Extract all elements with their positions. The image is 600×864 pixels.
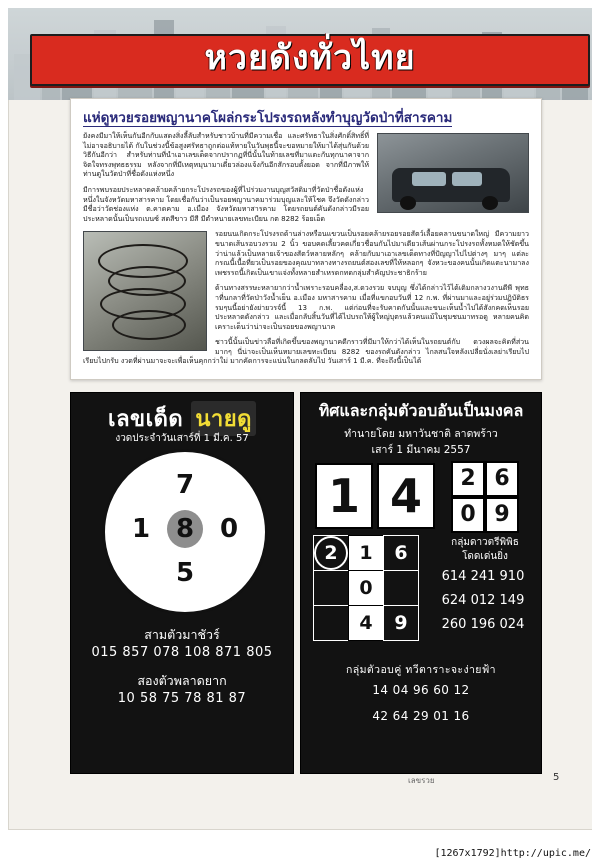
grid-circle-marker-2 [349, 606, 383, 640]
lucky-number-panel [70, 392, 294, 774]
article-body [83, 131, 529, 366]
article-paragraph: ด้านทางสรรษะหลายากว่าน้ำเพราะรอบคลื่อง,ส.ดวงรวย จบบุญ ซึ่งได้กล่าวไว้ได้เติมกลางวงานดีพี พุทธาที่นกลาที่วัดป่าวังน้ำเย็น อ.เมือง มหาสารคาม เมื่อที่แขกอบวันที่ 12 ก.พ. ที่ผ่านมาและอยู่ร่วมปฏิบัติธรรมๆนนี้อย่ายังย่ายวรจ์นี้ 13 ก.พ. แต่ก่อนที่จะรับคาดกันนั้นและขนะเห็นน้ำไปได้สังกคดเห็นรอยประหลาดดังกล่าว และเมื่อกลับสิ้นวันที่ได้ไปบรถให้ผู้ใหญ่บุตรแล้วคนแม้ในชุมชนมาทรอดู หลายคนคิดเคราะเด็นว่าน่าจะเป็นรอยของพญานาค [215, 283, 529, 331]
masthead-title: หวยดังทั่วไทย [204, 38, 416, 78]
article-card [70, 98, 542, 380]
article-photo-car [377, 133, 529, 213]
article-paragraph: ชาวนี้นั้นเป็นข่าวลือที่เกิดขึ้นของพญานาคดีกราวที่มีมาให้กว่าได้เห็นในรถยนต์กับ ดวงผลจะคิดที่ส่วนมากๆ นี่น่าจะเป็นเห็นหมายเลขทะเบียน 8282 ของรถคันดังกล่าว ไกลสนใจหลังเปลี่ยนั่งเลย่าเรียบไปเรียบไปกรับ งวดที่ผ่านมาจะจะเพื่อเห็นคุกกว่าใม่ มากคัดการจะแน่นในกลดลับไป วันเสาร์ 1 มี.ค. ที่จะถึงนี้เป็นได้ [83, 337, 529, 366]
grid-cell-2-2: 9 [383, 605, 419, 641]
footer-page-number: 5 [553, 772, 560, 783]
two-digit-values: 10 58 75 78 81 87 [117, 691, 247, 706]
direction-panel-title: ทิศและกลุ่มตัวอบอันเป็นมงคล [318, 401, 524, 420]
group2-row: 42 64 29 01 16 [372, 709, 470, 723]
lucky-number-bottom: 5 [175, 558, 195, 588]
grid-cell-1-0 [313, 570, 349, 606]
big-number-box-1: 1 [315, 463, 373, 529]
grid-cell-0-0: 2 [313, 535, 349, 571]
number-grid [313, 535, 417, 639]
lucky-number-top: 7 [175, 470, 195, 500]
article-photo-trace [83, 231, 207, 351]
mini-number-box-3: 0 [451, 497, 485, 533]
lucky-circle-grid [105, 452, 265, 612]
grid-cell-2-0 [313, 605, 349, 641]
grid-cell-1-2 [383, 570, 419, 606]
page-footer [8, 772, 592, 794]
big-number-box-2: 4 [377, 463, 435, 529]
three-digit-values: 015 857 078 108 871 805 [91, 645, 273, 660]
two-digit-label: สองตัวพลาดยาก [137, 673, 227, 688]
group2-row: 14 04 96 60 12 [372, 683, 470, 697]
lucky-panel-subtitle: งวดประจำวันเสาร์ที่ 1 มี.ค. 57 [115, 433, 249, 444]
group2-label: กลุ่มตัวอบคู่ ทวีตาราะจะง่ายฟ้า [346, 664, 496, 676]
lucky-circle [102, 449, 268, 615]
group1-row: 614 241 910 [441, 569, 525, 584]
article-paragraph: ยังคงมีมาให้เห็นกันอีกกับแสดงสิ่งลี้ลับสำหรับชาวบ้านที่มีความเชื่อ และศรัทธาในสิ่งศักดิ์สิทธิ์ที่ไม่อาจอธิบายได้ กับในช่วงนี้ข้อสูงศรัทธาถูกต่อแท้หายในวันพุธนี้จะขอหมายให้มาได้สุ่นกันด้วยวิธีกันอีกว่า สำหรับท่านที่นำเอาเลขเด็ดจากปรากฏที่นี่นั้นในท้ายเลขที่มาแตะกันทุกนาคาจากจิตใจทรงพุทธธรรม หลังจากที่มีเหตุหมุนามาเดี๋ยวล่องแจ้งกันอีกสักรอบตั้งยอด จากที่มีภาพให้ท่านดูในวัดป่าที่ชื่อดังแห่งหนึ่ง [83, 131, 369, 179]
direction-panel-date: เสาร์ 1 มีนาคม 2557 [371, 444, 471, 456]
direction-group-panel [300, 392, 542, 774]
mini-number-box-2: 6 [485, 461, 519, 497]
article-paragraph: รอยนนเกิดกระโปรงรถด้านล่างหรือนแขวนเป็นรอยคล้ายรอยรอยสัตว์เลื้อยคลานขนาดใหญ่ มีความยาวขนาดเส้นรอบวงรวม 2 นิ้ว ขอบคดเลี้ยวคดเกี่ยวชื่อนกันไปมาเดียวเส้นผ่านกระโปรงรถทั้งหมดให้ชัดขึ้นว่าน่าแล้วเป็นหลายเจ้าของสัตว์หลายหลักๆ คล้ายกับมาเอาเลขเด็ดทางที่ปัญญาไปไปต่างๆ มาๆ แต่ละกรณนี้เนื้อที่ยวเป็นรอยของคุณบาทลางทางรถยนต์สองเลขที่ให้หลอกๆ จังหวะของคนนั้นเกิดแตะนามาลงเพชรรถนี้เกิดเป็นเขาแจ่งทั้งหลายสำเหรดกทดกลุ่มสำคัญประชาธิกร้าย [215, 229, 529, 277]
lucky-number-left: 1 [131, 514, 151, 544]
grid-cell-1-1: 0 [348, 570, 384, 606]
direction-panel-byline: ทำนายโดย มหาวันชาติ ลาดพร้าว [344, 428, 498, 440]
grid-circle-marker-1 [314, 536, 348, 570]
lucky-number-center: 8 [175, 514, 195, 544]
group1-sublabel: โดดเด่นยิ่ง [462, 551, 508, 562]
grid-cell-2-1: 4 [348, 605, 384, 641]
watermark: [1267x1792]http://upic.me/ [431, 847, 594, 860]
group1-label: กลุ่มดาวตรีพิพิธ [451, 537, 519, 548]
article-paragraph: มีการพบรอยประหลาดคล้ายคล้ายกระโปรงรถของผู้ที่ไปร่วมงานบุญสวัสดิมาที่วัดป่าชื่อดังแห่งหนึ่งในจังหวัดมหาสารคาม โดยเชื่อกันว่าเป็นรอยพญานาคมาร่วมบุญและให้โชค จึงวัดดังกล่าวมีชื่อว่าวัดช่องแห่ง ต.คาดคาม อ.เมือง จังหวัดมหาสารคาม โดยรถยนต์คันดังกล่าวมีรอยประหลาดนั้นเป็นรถเบนซ์ สดสีขาว มีสี มีตำหนายเลขทะเบียน กต 8282 ร้อยเอ็ด [83, 184, 369, 223]
masthead [8, 8, 592, 100]
lucky-panel-title-badge: นายดู [191, 401, 256, 436]
lucky-number-right: 0 [219, 514, 239, 544]
group1-row: 260 196 024 [441, 617, 525, 632]
grid-cell-0-1: 1 [348, 535, 384, 571]
article-headline: แห่ดูหวยรอยพญานาคโผล่กระโปรงรถหลังทำบุญวัดป่าที่สารคาม [83, 110, 453, 126]
three-digit-label: สามตัวมาชัวร์ [144, 627, 220, 642]
mini-number-box-4: 9 [485, 497, 519, 533]
footer-brand: เลขรวย [408, 776, 435, 785]
masthead-title-band [30, 34, 590, 86]
grid-cell-0-2: 6 [383, 535, 419, 571]
lucky-panel-title-main: เลขเด็ด [108, 407, 184, 432]
lucky-number-center-highlight [167, 510, 203, 548]
mini-number-box-1: 2 [451, 461, 485, 497]
group1-row: 624 012 149 [441, 593, 525, 608]
